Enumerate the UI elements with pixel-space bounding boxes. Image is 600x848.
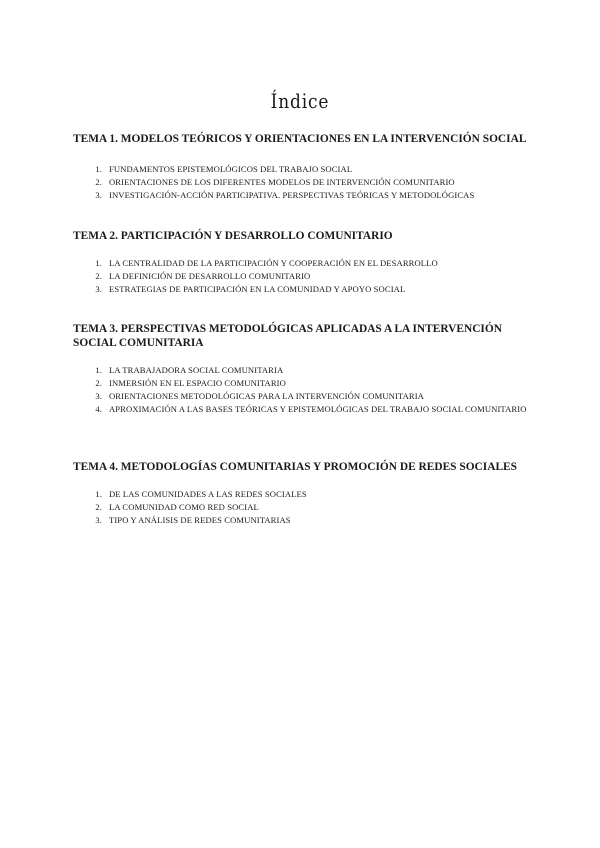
item-number: 2. bbox=[95, 177, 102, 187]
item-text: FUNDAMENTOS EPISTEMOLÓGICOS DEL TRABAJO SOCIAL bbox=[109, 164, 353, 174]
item-text: DE LAS COMUNIDADES A LAS REDES SOCIALES bbox=[109, 489, 307, 499]
section-heading[interactable]: TEMA 3. PERSPECTIVAS METODOLÓGICAS APLICADAS A LA INTERVENCIÓN SOCIAL COMUNITARIA bbox=[73, 323, 502, 349]
item-text: APROXIMACIÓN A LAS BASES TEÓRICAS Y EPISTEMOLÓGICAS DEL TRABAJO SOCIAL COMUNITARIO bbox=[109, 404, 527, 414]
page-title: Índice bbox=[270, 89, 330, 114]
list-item[interactable] bbox=[73, 488, 517, 501]
item-text: LA CENTRALIDAD DE LA PARTICIPACIÓN Y COOPERACIÓN EN EL DESARROLLO bbox=[109, 258, 438, 268]
item-text: ORIENTACIONES METODOLÓGICAS PARA LA INTERVENCIÓN COMUNITARIA bbox=[109, 391, 424, 401]
section-heading[interactable]: TEMA 4. METODOLOGÍAS COMUNITARIAS Y PROMOCIÓN DE REDES SOCIALES bbox=[73, 461, 517, 473]
list-item[interactable] bbox=[73, 189, 526, 202]
toc-section-tema-2 bbox=[73, 229, 438, 296]
item-number: 1. bbox=[95, 489, 102, 499]
list-item[interactable] bbox=[73, 270, 438, 283]
item-number: 2. bbox=[95, 502, 102, 512]
list-item[interactable] bbox=[73, 163, 526, 176]
list-item[interactable] bbox=[73, 257, 438, 270]
section-heading[interactable]: TEMA 2. PARTICIPACIÓN Y DESARROLLO COMUNITARIO bbox=[73, 230, 393, 242]
toc-section-tema-4 bbox=[73, 460, 517, 527]
item-text: INMERSIÓN EN EL ESPACIO COMUNITARIO bbox=[109, 378, 286, 388]
list-item[interactable] bbox=[73, 403, 533, 416]
list-item[interactable] bbox=[73, 377, 533, 390]
section-item-list bbox=[73, 364, 533, 416]
section-item-list bbox=[73, 488, 517, 527]
list-item[interactable] bbox=[73, 176, 526, 189]
item-number: 3. bbox=[95, 391, 102, 401]
list-item[interactable] bbox=[73, 364, 533, 377]
item-text: TIPO Y ANÁLISIS DE REDES COMUNITARIAS bbox=[109, 515, 291, 525]
item-number: 1. bbox=[95, 258, 102, 268]
item-text: LA TRABAJADORA SOCIAL COMUNITARIA bbox=[109, 365, 284, 375]
list-item[interactable] bbox=[73, 514, 517, 527]
item-number: 2. bbox=[95, 271, 102, 281]
section-item-list bbox=[73, 163, 526, 202]
item-number: 3. bbox=[95, 515, 102, 525]
item-text: LA DEFINICIÓN DE DESARROLLO COMUNITARIO bbox=[109, 271, 311, 281]
item-text: INVESTIGACIÓN-ACCIÓN PARTICIPATIVA. PERSPECTIVAS TEÓRICAS Y METODOLÓGICAS bbox=[109, 190, 475, 200]
list-item[interactable] bbox=[73, 501, 517, 514]
item-number: 2. bbox=[95, 378, 102, 388]
item-number: 3. bbox=[95, 284, 102, 294]
item-number: 1. bbox=[95, 164, 102, 174]
list-item[interactable] bbox=[73, 390, 533, 403]
toc-section-tema-3 bbox=[73, 322, 533, 416]
item-number: 4. bbox=[95, 404, 102, 414]
item-number: 3. bbox=[95, 190, 102, 200]
section-item-list bbox=[73, 257, 438, 296]
list-item[interactable] bbox=[73, 283, 438, 296]
item-number: 1. bbox=[95, 365, 102, 375]
item-text: ORIENTACIONES DE LOS DIFERENTES MODELOS DE INTERVENCIÓN COMUNITARIO bbox=[109, 177, 455, 187]
item-text: ESTRATEGIAS DE PARTICIPACIÓN EN LA COMUNIDAD Y APOYO SOCIAL bbox=[109, 284, 406, 294]
section-heading[interactable]: TEMA 1. MODELOS TEÓRICOS Y ORIENTACIONES EN LA INTERVENCIÓN SOCIAL bbox=[73, 133, 527, 145]
toc-section-tema-1 bbox=[73, 132, 526, 202]
item-text: LA COMUNIDAD COMO RED SOCIAL bbox=[109, 502, 259, 512]
